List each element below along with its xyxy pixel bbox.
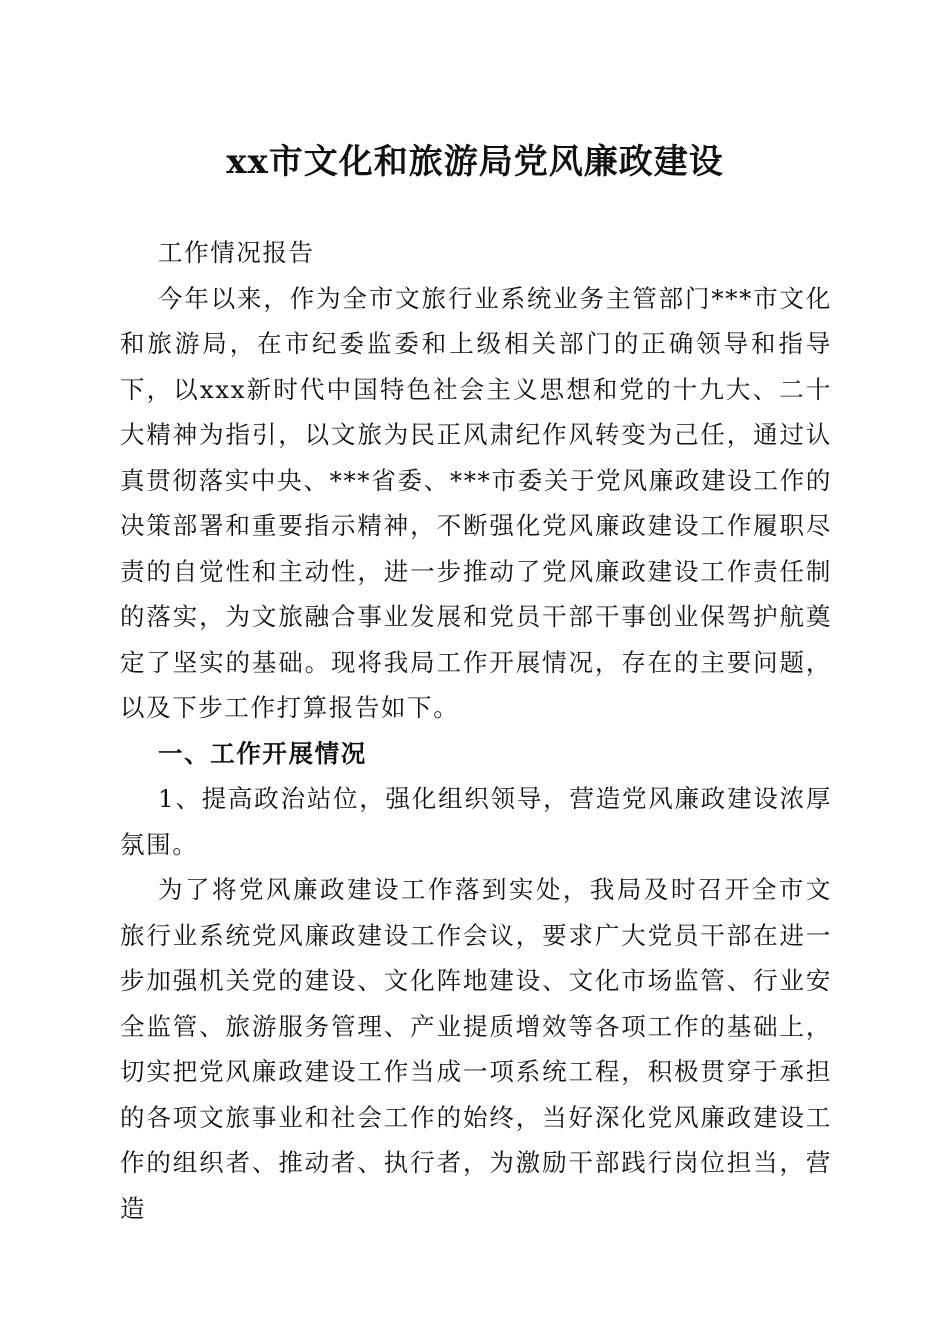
report-subtitle-paragraph: 工作情况报告	[158, 238, 315, 267]
intro-paragraph: 今年以来，作为全市文旅行业系统业务主管部门***市文化和旅游局，在市纪委监委和上级相关部门的正确领导和指导下，以xxx新时代中国特色社会主义思想和党的十九大、二十大精神为指引，以文旅为民正风肃纪作风转变为己任，通过认真贯彻落实中央、***省委、***市委关于党风廉政建设工作的决策部署和重要指示精神，不断强化党风廉政建设工作履职尽责的自觉性和主动性，进一步推动了党风廉政建设工作责任制的落实，为文旅融合事业发展和党员干部干事创业保驾护航奠定了坚实的基础。现将我局工作开展情况，存在的主要问题，以及下步工作打算报告如下。	[120, 283, 832, 722]
document-body	[120, 230, 832, 1231]
subsection-heading: 1、提高政治站位，强化组织领导，营造党风廉政建设浓厚氛围。	[120, 784, 832, 859]
section-heading: 一、工作开展情况	[158, 738, 367, 768]
document-title: xx市文化和旅游局党风廉政建设	[226, 142, 724, 182]
body-paragraph: 为了将党风廉政建设工作落到实处，我局及时召开全市文旅行业系统党风廉政建设工作会议，要求广大党员干部在进一步加强机关党的建设、文化阵地建设、文化市场监管、行业安全监管、旅游服务管理、产业提质增效等各项工作的基础上，切实把党风廉政建设工作当成一项系统工程，积极贯穿于承担的各项文旅事业和社会工作的始终，当好深化党风廉政建设工作的组织者、推动者、执行者，为激励干部践行岗位担当，营造	[120, 875, 832, 1223]
